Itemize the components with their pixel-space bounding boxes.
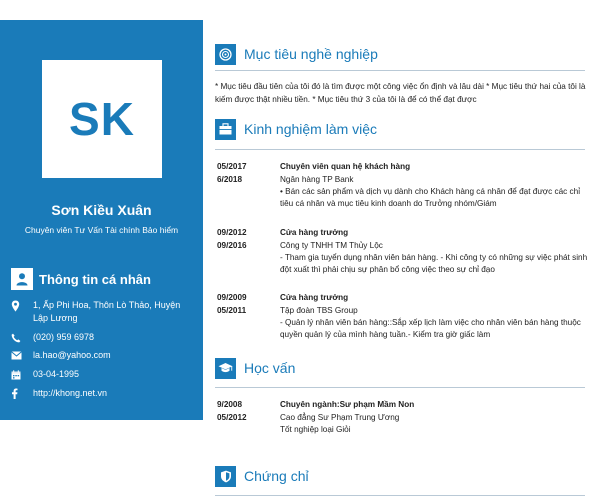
contact-address [11, 299, 183, 325]
experience-start-date: 09/2012 [217, 228, 247, 237]
avatar [42, 60, 162, 178]
education-dates [217, 399, 272, 425]
facebook-icon [11, 387, 33, 400]
contact-email-text[interactable]: la.hao@yahoo.com [33, 350, 111, 360]
experience-heading [215, 118, 377, 140]
briefcase-icon [215, 119, 236, 140]
contact-birthday [11, 368, 183, 381]
personal-info-heading [11, 268, 151, 290]
graduation-cap-icon [215, 358, 236, 379]
experience-body [280, 161, 592, 210]
experience-start-date: 05/2017 [217, 162, 247, 171]
profile-name: Sơn Kiều Xuân [51, 202, 152, 218]
objective-divider [215, 70, 585, 71]
profile-title: Chuyên viên Tư Vấn Tài chính Bảo hiểm [24, 225, 179, 235]
education-major: Chuyên ngành:Sư phạm Mầm Non [280, 400, 415, 409]
experience-title: Kinh nghiệm làm việc [244, 121, 378, 137]
education-body [280, 399, 592, 436]
user-icon [11, 268, 33, 290]
avatar-initials: SK [69, 93, 135, 145]
contact-phone-text: (020) 959 6978 [33, 332, 95, 342]
education-school: Cao đẳng Sư Phạm Trung Ương [280, 413, 400, 422]
experience-description: - Quản lý nhân viên bán hàng::Sắp xếp lịch làm việc cho nhân viên bán hàng thuộc quyền quản lý của mình hàng tuần.- Kiểm tra giờ giấc làm [280, 318, 581, 339]
certificates-divider [215, 495, 585, 496]
experience-divider [215, 149, 585, 150]
education-start-date: 9/2008 [217, 400, 243, 409]
education-grade: Tốt nghiệp loại Giỏi [280, 425, 351, 434]
experience-dates [217, 292, 272, 318]
contact-email[interactable] [11, 349, 183, 362]
calendar-icon [11, 368, 33, 381]
personal-info-title: Thông tin cá nhân [39, 271, 151, 287]
objective-heading [215, 43, 378, 65]
certificate-shield-icon [215, 466, 236, 487]
experience-body [280, 292, 592, 341]
education-end-date: 05/2012 [217, 413, 247, 422]
objective-text: * Mục tiêu đầu tiên của tôi đó là tìm được một công việc ổn định và lâu dài * Mục tiêu thứ hai của tôi là kiếm được thật nhiều tiền. * Mục tiêu thứ 3 của tôi là để có thể đạt được [215, 82, 586, 104]
target-icon [215, 44, 236, 65]
education-title: Học vấn [244, 360, 296, 376]
sidebar [0, 20, 203, 420]
experience-position: Cửa hàng trưởng [280, 293, 349, 302]
experience-description: • Bán các sản phẩm và dịch vụ dành cho Khách hàng cá nhân để đạt được các chỉ tiêu cá nhân và mục tiêu kinh doanh do Trưởng nhóm/Giám [280, 187, 581, 208]
email-icon [11, 349, 33, 362]
contact-website[interactable] [11, 387, 183, 400]
objective-title: Mục tiêu nghề nghiệp [244, 46, 378, 62]
experience-dates [217, 161, 272, 187]
experience-position: Cửa hàng trưởng [280, 228, 349, 237]
certificates-title: Chứng chỉ [244, 468, 309, 484]
contact-website-text[interactable]: http://khong.net.vn [33, 388, 108, 398]
experience-body [280, 227, 592, 276]
certificates-heading [215, 465, 309, 487]
experience-end-date: 6/2018 [217, 175, 243, 184]
contact-phone [11, 331, 183, 344]
experience-description: - Tham gia tuyển dụng nhân viên bán hàng. - Khi công ty có những sự việc phát sinh đột xuất thì phải chịu sự phân bổ công việc theo sự chỉ đạo [280, 253, 588, 274]
education-heading [215, 357, 295, 379]
experience-start-date: 09/2009 [217, 293, 247, 302]
experience-end-date: 09/2016 [217, 241, 247, 250]
contact-address-text: 1, Ấp Phi Hoa, Thôn Lò Thảo, Huyện Lập Lương [33, 300, 181, 323]
contact-birthday-text: 03-04-1995 [33, 369, 80, 379]
location-icon [11, 299, 33, 312]
phone-icon [11, 331, 33, 344]
experience-position: Chuyên viên quan hệ khách hàng [280, 162, 411, 171]
experience-company: Tập đoàn TBS Group [280, 306, 358, 315]
education-divider [215, 387, 585, 388]
experience-company: Ngân hàng TP Bank [280, 175, 354, 184]
experience-company: Công ty TNHH TM Thủy Lộc [280, 241, 383, 250]
experience-end-date: 05/2011 [217, 306, 247, 315]
experience-dates [217, 227, 272, 253]
